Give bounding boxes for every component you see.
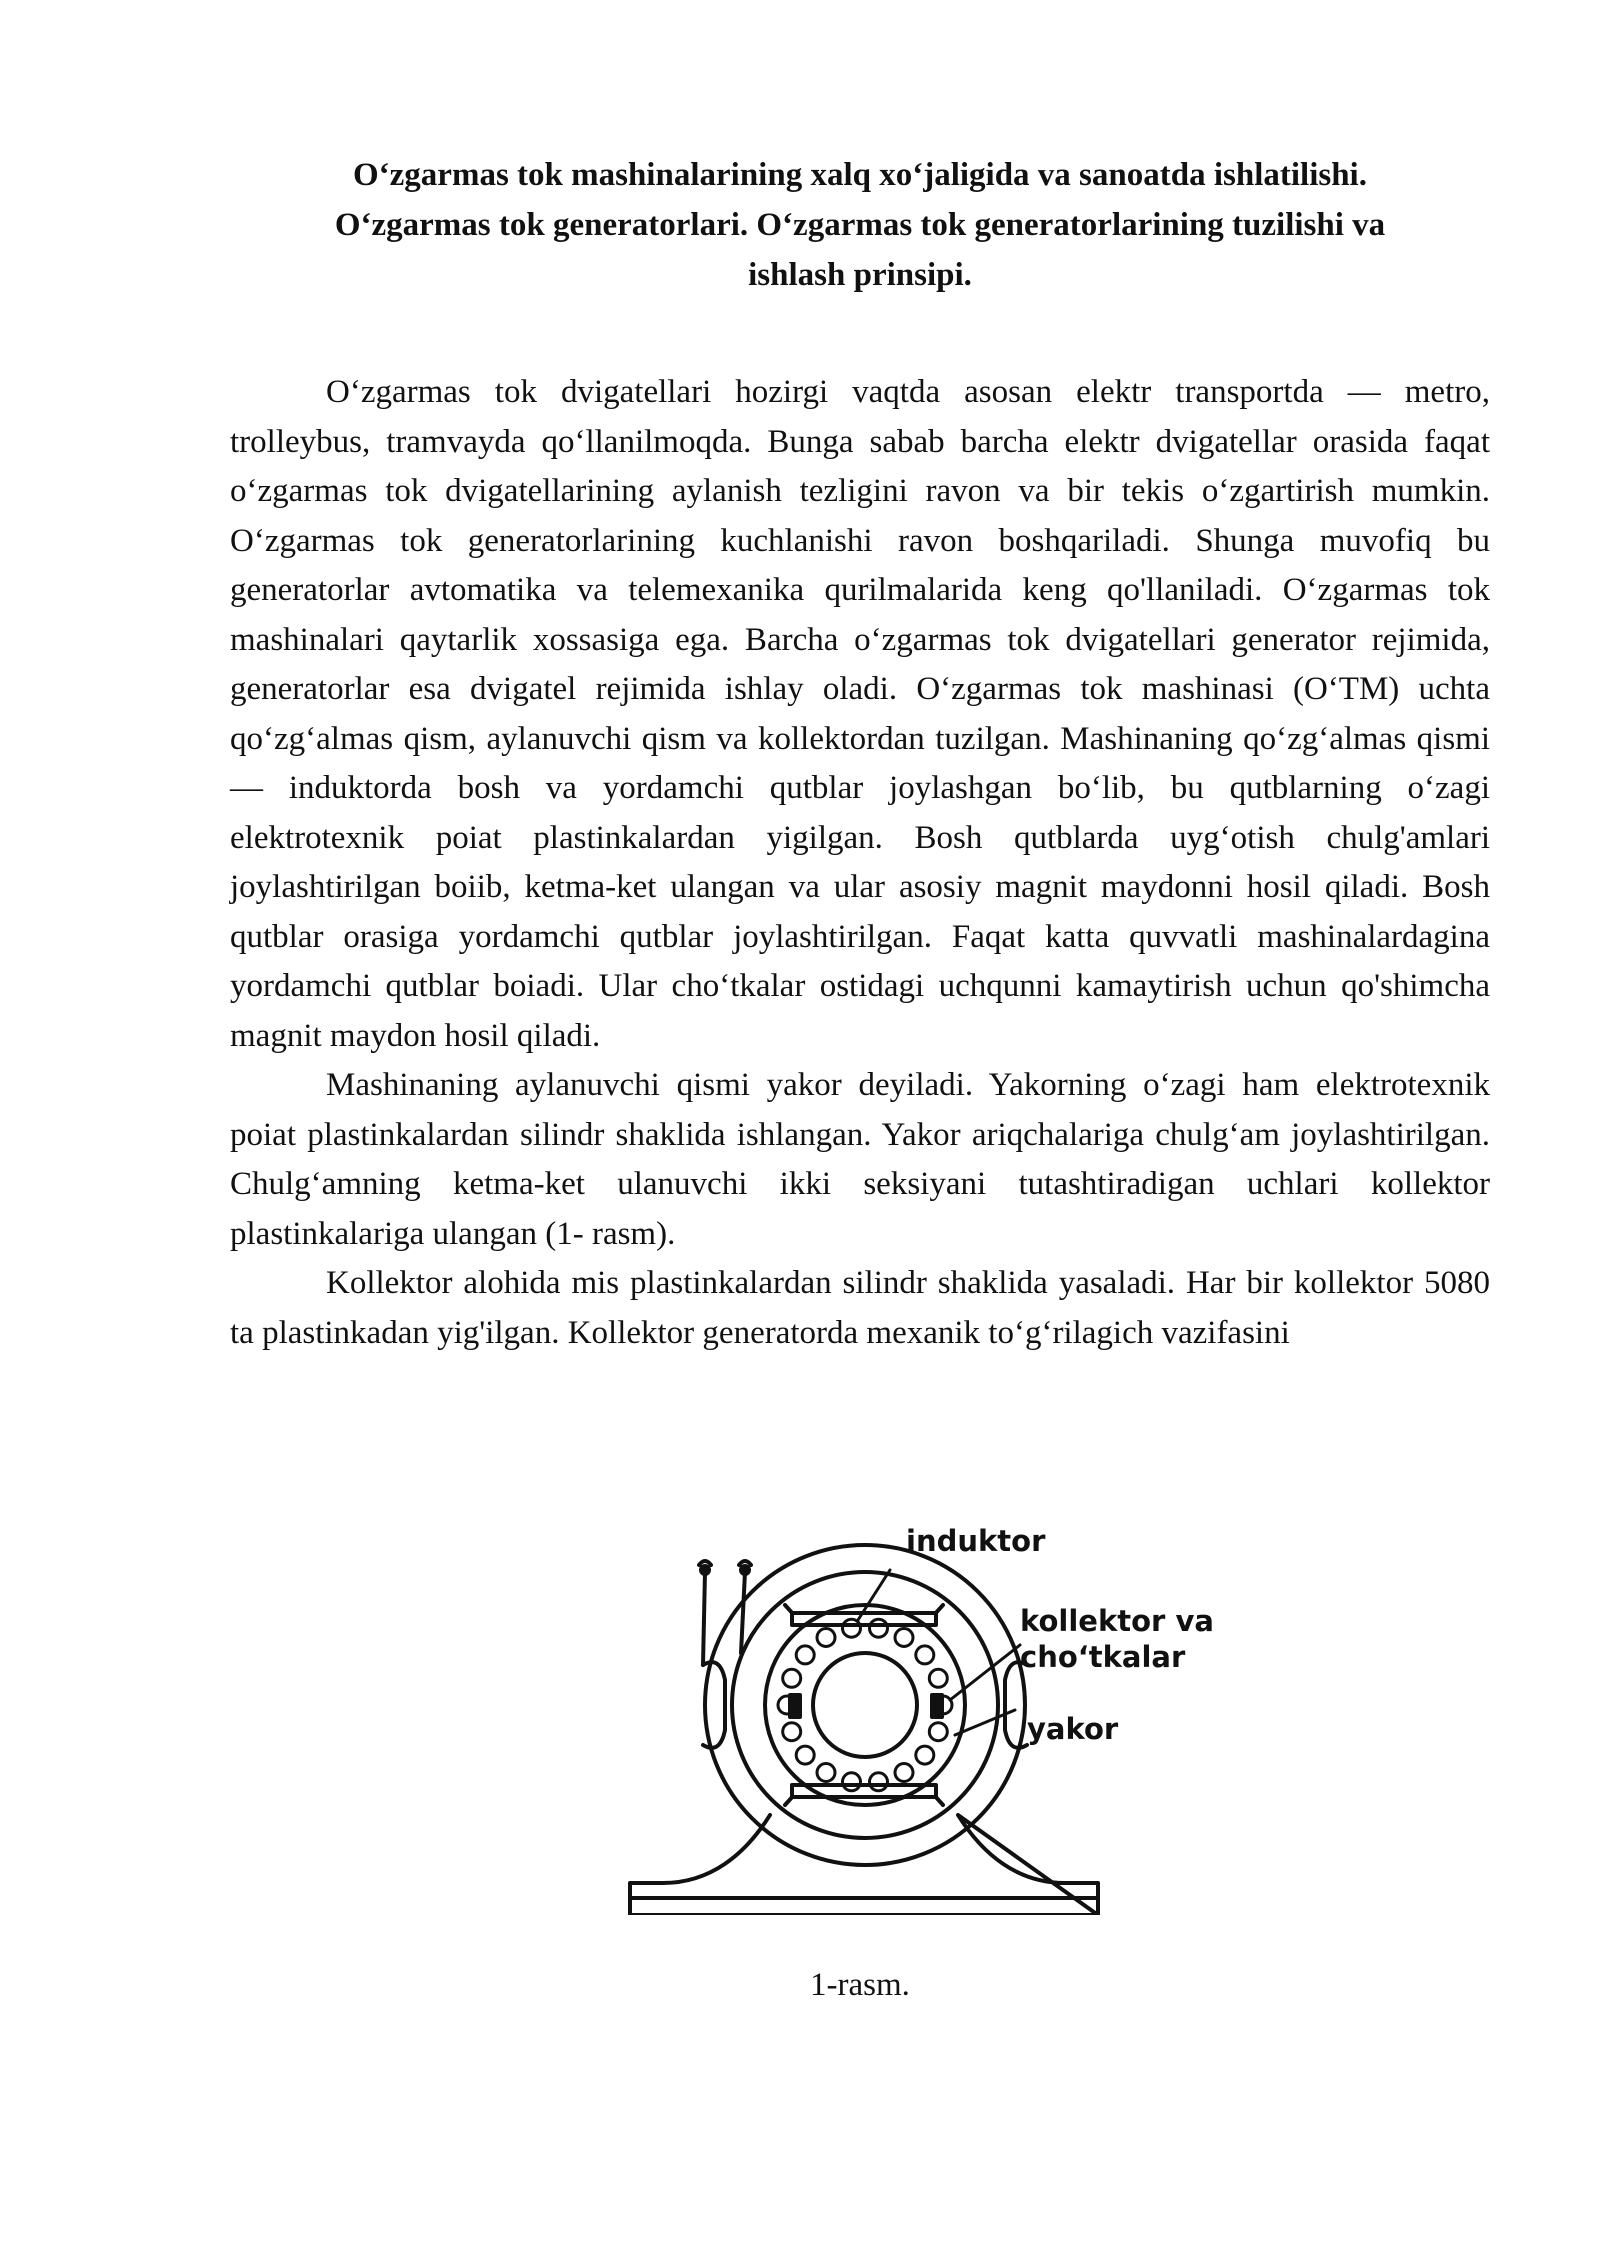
document-body <box>230 368 1490 1358</box>
armature-slot <box>916 1746 934 1764</box>
title-line-2: O‘zgarmas tok generatorlari. O‘zgarmas tok generatorlarining tuzilishi va <box>334 207 1386 243</box>
armature-slot <box>796 1746 814 1764</box>
title-line-1: O‘zgarmas tok mashinalarining xalq xo‘jaligida va sanoatda ishlatilishi. <box>353 157 1367 193</box>
label-kollektor-line-1: kollektor va <box>1020 1604 1214 1638</box>
armature-slot <box>783 1669 801 1687</box>
paragraph-3: Kollektor alohida mis plastinkalardan silindr shaklida yasaladi. Har bir kollektor 5080 ta plastinkadan yig'ilgan. Kollektor generatorda mexanik to‘g‘rilagich vazifasini <box>230 1265 1490 1351</box>
label-induktor: induktor <box>906 1524 1046 1558</box>
armature-slot <box>895 1764 913 1782</box>
armature-slot <box>783 1723 801 1741</box>
paragraph-1: O‘zgarmas tok dvigatellari hozirgi vaqtda asosan elektr transportda — metro, trolleybus, tramvayda qo‘llanilmoqda. Bunga sabab barcha elektr dvigatellar orasida faqat o‘zgarmas tok dvigatellarining aylanish tezligini ravon va bir tekis o‘zgartirish mumkin. O‘zgarmas tok generatorlarining kuchlanishi ravon boshqariladi. Shunga muvofiq bu generatorlar avtomatika va telemexanika qurilmalarida keng qo'llaniladi. O‘zgarmas tok mashinalari qaytarlik xossasiga ega. Barcha o‘zgarmas tok dvigatellari generator rejimida, generatorlar esa dvigatel rejimida ishlay oladi. O‘zgarmas tok mashinasi (O‘TM) uchta qo‘zg‘almas qism, aylanuvchi qism va kollektordan tuzilgan. Mashinaning qo‘zg‘almas qismi — induktorda bosh va yordamchi qutblar joylashgan bo‘lib, bu qutblarning o‘zagi elektrotexnik poiat plastinkalardan yigilgan. Bosh qutblarda uyg‘otish chulg'amlari joylashtirilgan boiib, ketma-ket ulangan va ular asosiy magnit maydonni hosil qiladi. Bosh qutblar orasiga yordamchi qutblar joylashtirilgan. Faqat katta quvvatli mashinalardagina yordamchi qutblar boiadi. Ular cho‘tkalar ostidagi uchqunni kamaytirish uchun qo'shimcha magnit maydon hosil qiladi. <box>230 374 1490 1054</box>
label-kollektor-line-2: cho‘tkalar <box>1020 1640 1186 1674</box>
title-line-3: ishlash prinsipi. <box>748 257 972 293</box>
dc-machine-figure <box>620 1525 1240 1915</box>
label-yakor: yakor <box>1027 1712 1119 1746</box>
figure-caption: 1-rasm. <box>810 1967 910 2003</box>
paragraph-2: Mashinaning aylanuvchi qismi yakor deyiladi. Yakorning o‘zagi ham elektrotexnik poiat plastinkalardan silindr shaklida ishlangan. Yakor ariqchalariga chulg‘am joylashtirilgan. Chulg‘amning ketma-ket ulanuvchi ikki seksiyani tutashtiradigan uchlari kollektor plastinkalariga ulangan (1- rasm). <box>230 1067 1490 1252</box>
armature-slot <box>796 1646 814 1664</box>
armature-slot <box>817 1629 835 1647</box>
armature-slot <box>895 1629 913 1647</box>
armature-slot <box>929 1669 947 1687</box>
armature-slot <box>916 1646 934 1664</box>
armature-slot <box>817 1764 835 1782</box>
stator-yoke <box>705 1545 1025 1865</box>
armature-slot <box>929 1723 947 1741</box>
armature-slots <box>778 1619 952 1791</box>
document-title <box>230 150 1490 300</box>
dc-machine-drawing <box>620 1525 1240 1915</box>
